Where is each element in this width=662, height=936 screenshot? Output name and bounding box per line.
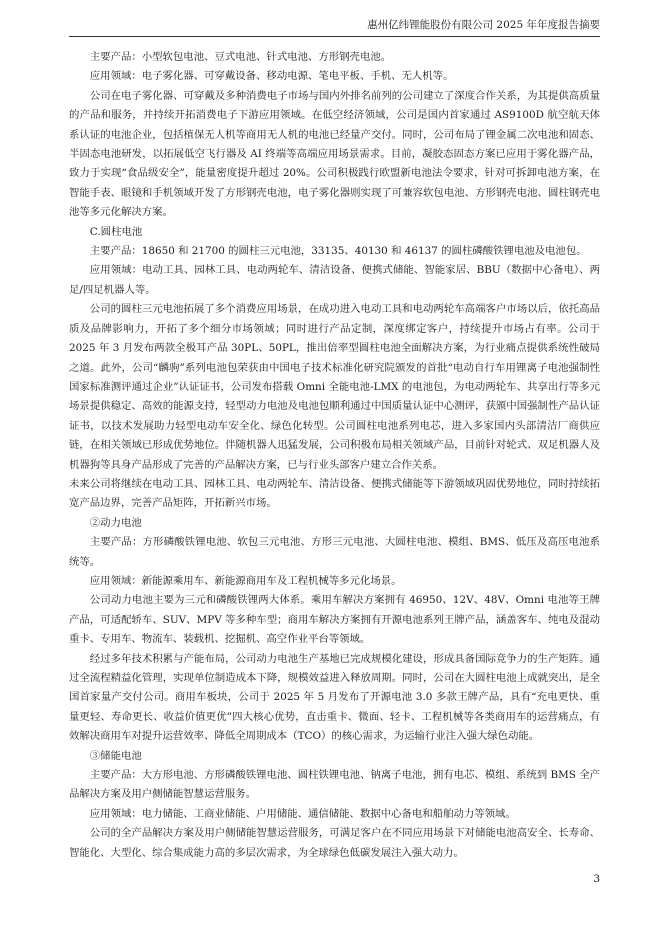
page-number: 3 [593,873,600,885]
paragraph-consumer-overview: 公司在电子雾化器、可穿戴及多种消费电子市场与国内外排名前列的公司建立了深度合作关系，为其提供高质量的产品和服务，并持续开拓消费电子下游应用领域。在低空经济领域，公司是国内首家通过 AS9100D 航空航天体系认证的电池企业，包括植保无人机等商用无人机的电池已经量产交付。同时，公司布局了锂金属二次电池和固态、半固态电池研发，以拓展低空飞行器及 AI 终端等高端应用场景需求。目前，凝胶态固态方案已应用于雾化器产品，致力于实现“食品级安全”，能量密度提升超过 20%。公司积极践行欧盟新电池法令要求，针对可拆卸电池方案，在智能手表、眼镜和手机领域开发了方形钢壳电池，电子雾化器则实现了可兼容软包电池、方形钢壳电池、圆柱钢壳电池等多元化解决方案。 [69,89,600,219]
paragraph-applications-cylindrical: 应用领域：电动工具、园林工具、电动两轮车、清洁设备、便携式储能、智能家居、BBU（数据中心备电）、两足/四足机器人等。 [69,264,600,296]
paragraph-products-consumer: 主要产品：小型软包电池、豆式电池、针式电池、方形钢壳电池。 [89,51,392,63]
paragraph-products-cylindrical: 主要产品：18650 和 21700 的圆柱三元电池，33135、40130 和 46137 的圆柱磷酸铁锂电池及电池包。 [89,245,587,258]
section-heading-power: ②动力电池 [89,516,142,529]
page-body [69,48,600,863]
paragraph-products-storage: 主要产品：大方形电池、方形磷酸铁锂电池、圆柱铁锂电池、钠离子电池，拥有电芯、模组、系统到 BMS 全产品解决方案及用户侧储能智慧运营服务。 [69,769,600,801]
page-header: 惠州亿纬锂能股份有限公司 2025 年年度报告摘要 [69,18,600,37]
paragraph-cylindrical-future: 未来公司将继续在电动工具、园林工具、电动两轮车、清洁设备、便携式储能等下游领域巩固优势地位，同时持续拓宽产品边界，完善产品矩阵，开拓新兴市场。 [69,477,600,510]
paragraph-applications-consumer: 应用领域：电子雾化器、可穿戴设备、移动电源、笔电平板、手机、无人机等。 [89,70,454,83]
paragraph-products-power: 主要产品：方形磷酸铁锂电池、软包三元电池、方形三元电池、大圆柱电池、模组、BMS、低压及高压电池系统等。 [69,536,600,568]
paragraph-cylindrical-overview: 公司的圆柱三元电池拓展了多个消费应用场景，在成功进入电动工具和电动两轮车高端客户市场以后，依托高品质及品牌影响力，开拓了多个细分市场领域；同时进行产品定制，深度绑定客户，持续提升市场占有率。公司于 2025 年 3 月发布两款全极耳产品 30PL、50PL，推出倍率型圆柱电池全面解决方案，为行业痛点提供系统性破局之道。此外，公司“麟驹”系列电池包荣获由中国电子技术标准化研究院颁发的首批“电动自行车用锂离子电池强制性国家标准测评通过企业”认证证书，公司发布搭载 Omni 全能电池-LMX 的电池包，为电动两轮车、共享出行等多元场景提供稳定、高效的能源支持，轻型动力电池及电池包顺利通过中国质量认证中心测评，获颁中国强制性产品认证证书，以技术发展助力轻型电动车安全化、绿色化转型。公司圆柱电池系列电芯，进入多家国内头部清洁厂商供应链，在相关领域已形成优势地位。伴随机器人迅猛发展，公司积极布局相关领域产品，目前针对轮式、双足机器人及机器狗等具身产品形成了完善的产品解决方案，已与行业头部客户建立合作关系。 [69,303,600,471]
paragraph-applications-power: 应用领域：新能源乘用车、新能源商用车及工程机械等多元化场景。 [89,574,402,587]
section-heading-cylindrical: C.圆柱电池 [89,225,143,238]
section-heading-storage: ③储能电池 [89,749,142,762]
paragraph-power-systems: 公司动力电池主要为三元和磷酸铁锂两大体系。乘用车解决方案拥有 46950、12V、48V、Omni 电池等王牌产品，可适配轿车、SUV、MPV 等多种车型；商用车解决方案拥有开源电池系列王牌产品，涵盖客车、纯电及混动重卡、专用车、物流车、装载机、挖掘机、高空作业平台等领域。 [69,594,600,646]
paragraph-storage-overview: 公司的全产品解决方案及用户侧储能智慧运营服务，可满足客户在不同应用场景下对储能电池高安全、长寿命、智能化、大型化、综合集成能力高的多层次需求，为全球绿色低碳发展注入强大动力。 [69,827,600,859]
paragraph-applications-storage: 应用领域：电力储能、工商业储能、户用储能、通信储能、数据中心备电和船舶动力等领域。 [89,807,516,820]
paragraph-power-capacity: 经过多年技术积累与产能布局，公司动力电池生产基地已完成规模化建设，形成具备国际竞争力的生产矩阵。通过全流程精益化管理，实现单位制造成本下降，规模效益进入释放周期。同时，公司在大圆柱电池上成就突出，是全国首家量产交付公司。商用车板块，公司于 2025 年 5 月发布了开源电池 3.0 多款王牌产品，具有“充电更快、重量更轻、寿命更长、收益价值更优”四大核心优势，直击重卡、微面、轻卡、工程机械等各类商用车的运营痛点，有效解决商用车对提升运营效率、降低全周期成本（TCO）的核心需求，为运输行业注入强大绿色动能。 [69,652,600,743]
